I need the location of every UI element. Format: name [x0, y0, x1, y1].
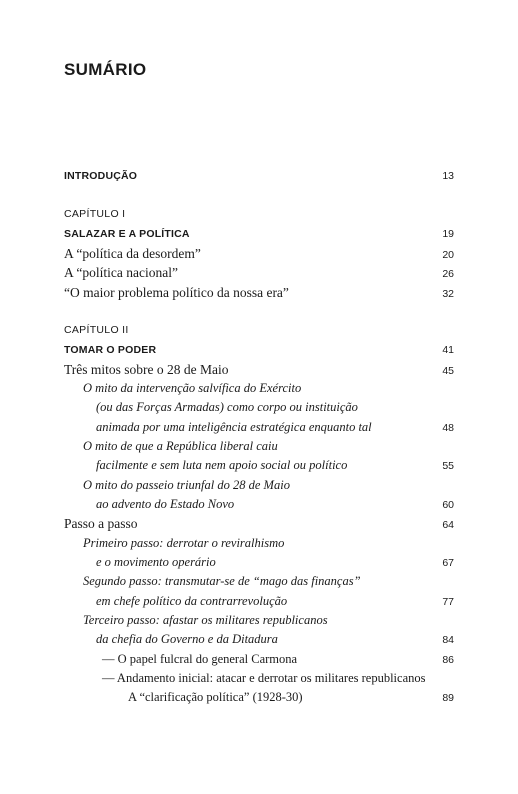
toc-entry-text: Terceiro passo: afastar os militares republicanos — [83, 613, 328, 627]
toc-page-number: 20 — [442, 249, 454, 261]
toc-entry-introducao[interactable] — [64, 170, 454, 182]
toc-entry-text: O mito da intervenção salvífica do Exército — [83, 381, 302, 395]
toc-page-number: 84 — [442, 634, 454, 646]
toc-entry-text: O mito de que a República liberal caiu — [83, 439, 278, 453]
toc-entry-text: facilmente e sem luta nem apoio social ou político — [96, 458, 348, 472]
toc-entry-text: — O papel fulcral do general Carmona — [102, 652, 298, 666]
toc-entry[interactable] — [128, 690, 454, 705]
toc-entry-text: “O maior problema político da nossa era” — [64, 285, 289, 300]
toc-entry-text: INTRODUÇÃO — [64, 170, 138, 182]
toc-entry[interactable] — [83, 613, 454, 628]
toc-entry-text: em chefe político da contrarrevolução — [96, 594, 288, 608]
toc-entry[interactable] — [64, 516, 454, 532]
toc-entry-text: da chefia do Governo e da Ditadura — [96, 632, 278, 646]
toc-entry-text: Primeiro passo: derrotar o reviralhismo — [83, 536, 285, 550]
toc-entry-text: TOMAR O PODER — [64, 344, 157, 356]
toc-entry[interactable] — [96, 555, 454, 570]
toc-entry-text: A “clarificação política” (1928-30) — [128, 690, 303, 704]
chapter-label — [64, 324, 454, 336]
toc-page-number: 19 — [442, 228, 454, 240]
toc-entry-text: Três mitos sobre o 28 de Maio — [64, 362, 229, 377]
toc-page-number: 13 — [442, 170, 454, 182]
toc-entry[interactable] — [96, 458, 454, 473]
toc-entry-text: Passo a passo — [64, 516, 138, 531]
toc-page-number: 55 — [442, 460, 454, 472]
toc-page-number: 48 — [442, 422, 454, 434]
toc-entry-text: animada por uma inteligência estratégica enquanto tal — [96, 420, 372, 434]
toc-page-number: 86 — [442, 654, 454, 666]
toc-page-number: 67 — [442, 557, 454, 569]
toc-entry-text: SALAZAR E A POLÍTICA — [64, 228, 190, 240]
toc-entry-text: CAPÍTULO II — [64, 324, 129, 336]
toc-entry[interactable] — [83, 574, 454, 589]
toc-entry[interactable] — [83, 439, 454, 454]
toc-page-number: 41 — [442, 344, 454, 356]
toc-entry[interactable] — [64, 246, 454, 262]
toc-entry-chapter-title[interactable] — [64, 344, 454, 356]
toc-page-number: 60 — [442, 499, 454, 511]
toc-entry[interactable] — [96, 632, 454, 647]
toc-entry[interactable] — [96, 420, 454, 435]
toc-entry[interactable] — [83, 478, 454, 493]
toc-entry-chapter-title[interactable] — [64, 228, 454, 240]
chapter-label — [64, 208, 454, 220]
toc-entry[interactable] — [96, 497, 454, 512]
toc-page-number: 77 — [442, 596, 454, 608]
toc-entry-text: e o movimento operário — [96, 555, 216, 569]
toc-entry-text: Segundo passo: transmutar-se de “mago das finanças” — [83, 574, 361, 588]
toc-page-number: 45 — [442, 365, 454, 377]
toc-entry[interactable] — [102, 671, 454, 686]
page-title: SUMÁRIO — [64, 60, 147, 79]
toc-entry-text: CAPÍTULO I — [64, 208, 126, 220]
toc-page-number: 64 — [442, 519, 454, 531]
toc-entry[interactable] — [96, 400, 454, 415]
toc-entry-text: A “política nacional” — [64, 265, 178, 280]
toc-entry-text: — Andamento inicial: atacar e derrotar os militares republicanos — [102, 671, 426, 685]
toc-entry[interactable] — [83, 381, 454, 396]
toc-entry-text: ao advento do Estado Novo — [96, 497, 235, 511]
toc-entry[interactable] — [83, 536, 454, 551]
toc-entry[interactable] — [64, 285, 454, 301]
toc-entry[interactable] — [96, 594, 454, 609]
toc-entry-text: (ou das Forças Armadas) como corpo ou instituição — [96, 400, 358, 414]
toc-entry[interactable] — [102, 652, 454, 667]
toc-page-number: 89 — [442, 692, 454, 704]
toc-entry-text: O mito do passeio triunfal do 28 de Maio — [83, 478, 290, 492]
toc-page-number: 26 — [442, 268, 454, 280]
toc-page-number: 32 — [442, 288, 454, 300]
toc-entry[interactable] — [64, 362, 454, 378]
toc-entry-text: A “política da desordem” — [64, 246, 201, 261]
toc-entry[interactable] — [64, 265, 454, 281]
